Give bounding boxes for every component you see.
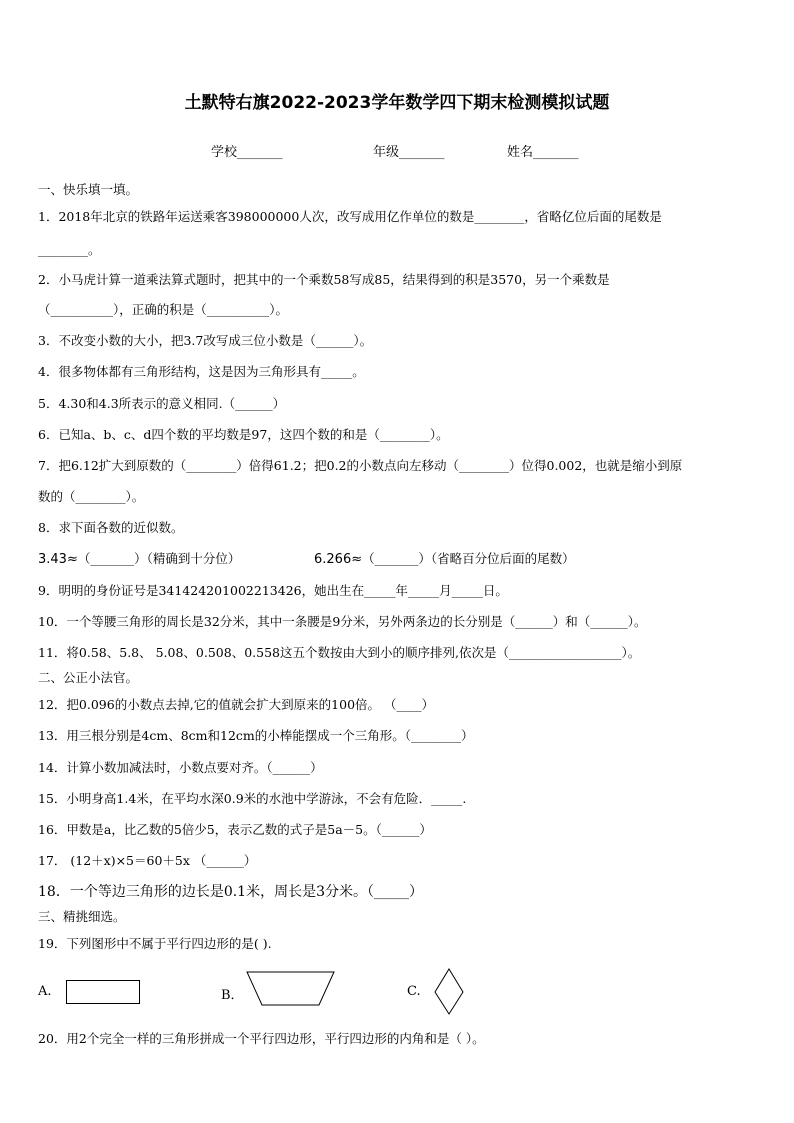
question-12: 12．把0.096的小数点去掉,它的值就会扩大到原来的100倍。 （____） [38, 697, 434, 712]
question-8-item-a [38, 551, 240, 568]
question-15: 15．小明身高1.4米，在平均水深0.9米的水池中学游泳，不会有危险．_____. [38, 791, 467, 806]
grade-field: 年级_______ [373, 145, 445, 160]
question-10: 10．一个等腰三角形的周长是32分米，其中一条腰是9分米，另外两条边的长分别是（______）和（______）。 [38, 614, 647, 629]
option-b-label: B． [221, 988, 244, 1003]
rhombus-shape [433, 968, 465, 1016]
question-19: 19．下列图形中不属于平行四边形的是( ). [38, 936, 272, 951]
question-14: 14．计算小数加减法时，小数点要对齐。（______） [38, 760, 323, 775]
question-8-b-text: （_______）（省略百分位后面的尾数） [362, 551, 575, 566]
question-8-item-b [314, 551, 575, 568]
name-field: 姓名_______ [507, 145, 579, 160]
trapezoid-shape [246, 971, 336, 1007]
question-8-b-number: 6.266≈ [314, 552, 363, 567]
question-5: 5．4.30和4.3所表示的意义相同.（______） [38, 396, 286, 411]
question-8-a-number: 3.43≈ [38, 552, 78, 567]
option-c-label: C. [407, 984, 421, 999]
question-1-line-2: ________。 [38, 242, 101, 257]
question-6: 6．已知a、b、c、d四个数的平均数是97，这四个数的和是（________）。 [38, 427, 449, 442]
option-a-label: A. [38, 984, 52, 999]
section-1-heading: 一、快乐填一填。 [38, 182, 139, 197]
question-7-line-1: 7．把6.12扩大到原数的（________）倍得61.2；把0.2的小数点向左移动（________）位得0.002，也就是缩小到原 [38, 458, 683, 473]
question-2-line-1: 2．小马虎计算一道乘法算式题时，把其中的一个乘数58写成85，结果得到的积是3570，另一个乘数是 [38, 272, 610, 287]
section-3-heading: 三、精挑细选。 [38, 909, 126, 924]
question-8-a-text: （_______）（精确到十分位） [77, 551, 241, 566]
question-8: 8．求下面各数的近似数。 [38, 520, 184, 535]
question-20: 20．用2个完全一样的三角形拼成一个平行四边形，平行四边形的内角和是（ ）。 [38, 1031, 485, 1046]
question-7-line-2: 数的（________）。 [38, 489, 145, 504]
question-17: 17． (12＋x)×5＝60＋5x （______） [38, 853, 257, 868]
question-16: 16．甲数是a，比乙数的5倍少5，表示乙数的式子是5a－5。（______） [38, 822, 432, 837]
question-13: 13．用三根分别是4cm、8cm和12cm的小棒能摆成一个三角形。（________） [38, 728, 474, 743]
school-field: 学校_______ [211, 145, 283, 160]
question-1-line-1: 1．2018年北京的铁路年运送乘客398000000人次，改写成用亿作单位的数是________，省略亿位后面的尾数是 [38, 209, 662, 224]
page-title: 土默特右旗2022-2023学年数学四下期末检测模拟试题 [184, 93, 610, 113]
question-9: 9．明明的身份证号是341424201002213426，她出生在_____年_____月_____日。 [38, 583, 508, 598]
question-11: 11．将0.58、5.8、 5.08、0.508、0.558这五个数按由大到小的顺序排列,依次是（__________________）。 [38, 645, 641, 660]
question-3: 3．不改变小数的大小，把3.7改写成三位小数是（______）。 [38, 333, 373, 348]
rectangle-shape [66, 980, 141, 1005]
question-18: 18．一个等边三角形的边长是0.1米，周长是3分米。（_____） [38, 884, 423, 900]
question-2-line-2: （__________），正确的积是（__________）。 [38, 302, 289, 317]
section-2-heading: 二、公正小法官。 [38, 670, 139, 685]
question-4: 4．很多物体都有三角形结构，这是因为三角形具有_____。 [38, 364, 365, 379]
